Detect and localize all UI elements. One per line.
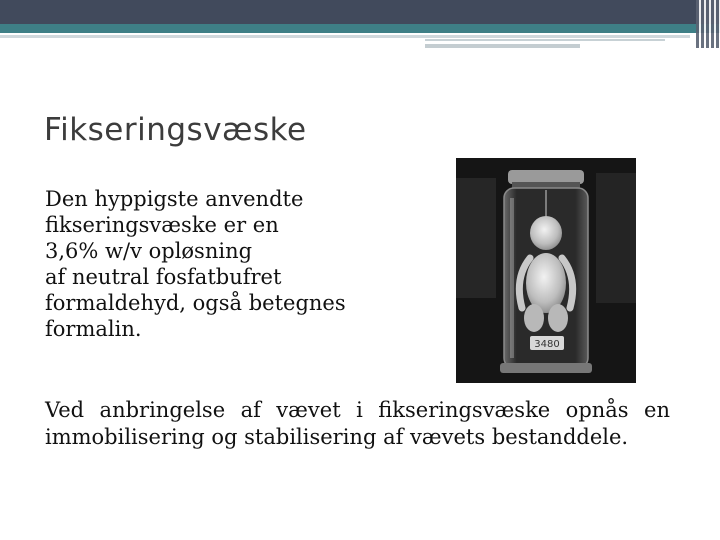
accent-line — [0, 35, 690, 38]
specimen-jar-photo — [456, 158, 636, 383]
accent-line — [425, 39, 665, 41]
body-paragraph-2: Ved anbringelse af vævet i fikseringsvæske opnås en immobilisering og stabilisering af vævets bestanddele. — [45, 398, 670, 449]
specimen-jar-illustration — [456, 158, 636, 383]
accent-line — [425, 44, 580, 48]
corner-stripes — [696, 0, 720, 48]
jar-label-text: 3480 — [534, 339, 560, 350]
top-decorative-bar — [0, 0, 720, 24]
body-paragraph-1: Den hyppigste anvendte fikseringsvæske er en 3,6% w/v opløsning af neutral fosfatbufret formaldehyd, også betegnes formalin. — [45, 187, 346, 341]
slide-title: Fikseringsvæske — [44, 112, 307, 148]
top-accent-bar — [0, 24, 720, 33]
